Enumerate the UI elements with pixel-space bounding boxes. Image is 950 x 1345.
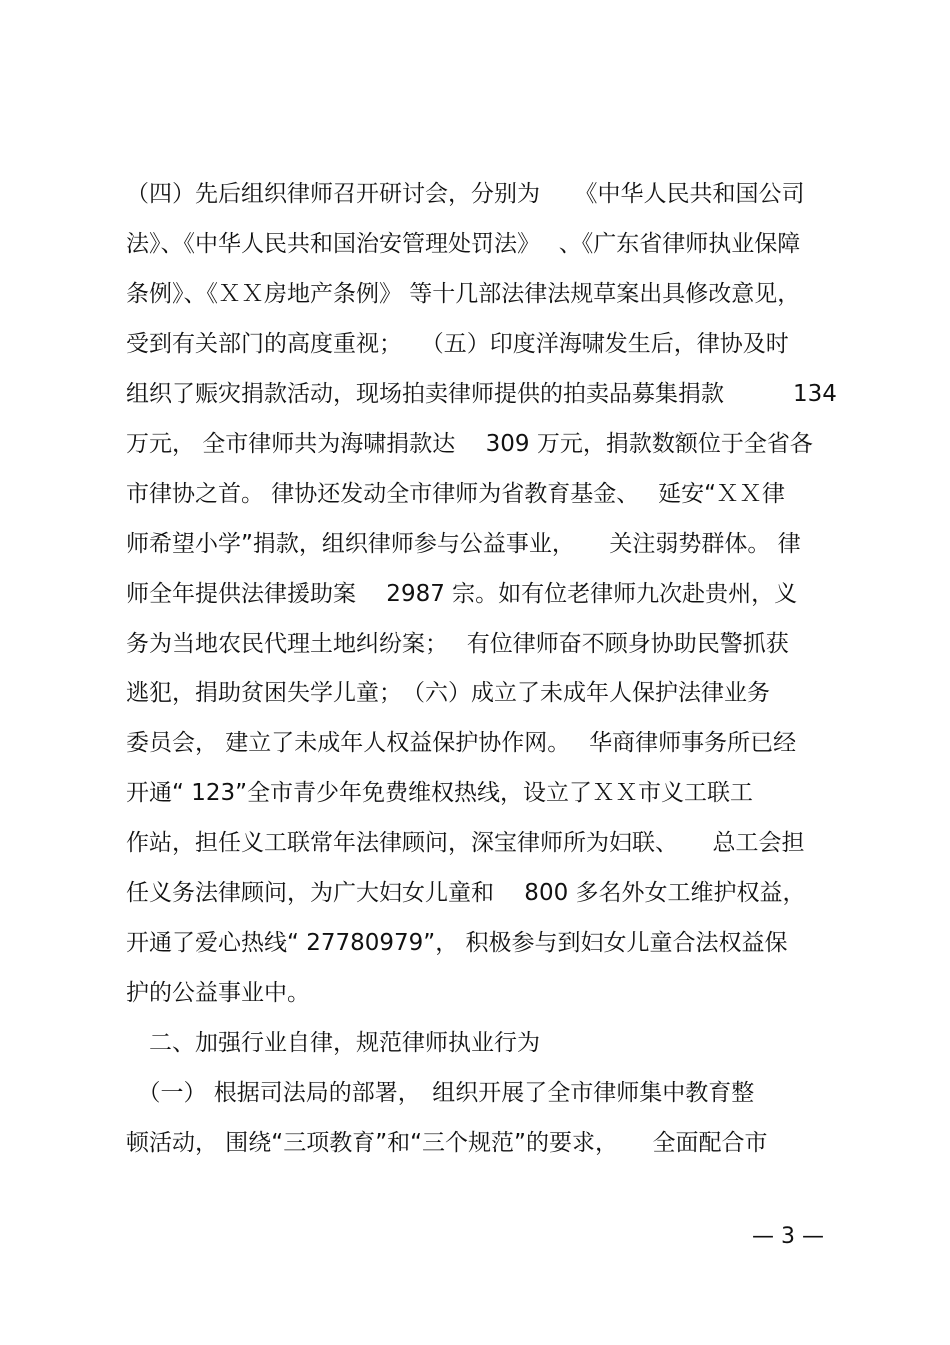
body-text-line: （四）先后组织律师召开研讨会，分别为 《中华人民共和国公司	[126, 181, 805, 207]
body-text-line: 受到有关部门的高度重视； （五）印度洋海啸发生后，律协及时	[126, 331, 789, 357]
body-text-line: 委员会， 建立了未成年人权益保护协作网。 华商律师事务所已经	[126, 730, 797, 756]
body-text-line: 师希望小学”捐款，组织律师参与公益事业， 关注弱势群体。 律	[126, 531, 801, 557]
page-number: — 3 —	[752, 1224, 824, 1249]
body-text-line: 市律协之首。 律协还发动全市律师为省教育基金、 延安“ＸＸ律	[126, 481, 786, 507]
body-text-line: 开通“ 123”全市青少年免费维权热线，设立了ＸＸ市义工联工	[126, 780, 754, 806]
body-text-line: 护的公益事业中。	[126, 980, 310, 1006]
body-text-line: 顿活动， 围绕“三项教育”和“三个规范”的要求， 全面配合市	[126, 1130, 768, 1156]
body-text-line: 务为当地农民代理土地纠纷案； 有位律师奋不顾身协助民警抓获	[126, 631, 789, 657]
section-heading: 二、加强行业自律，规范律师执业行为	[126, 1030, 540, 1056]
body-text-line: 任义务法律顾问，为广大妇女儿童和 800 多名外女工维护权益，	[126, 880, 806, 906]
body-text-line: 开通了爱心热线“ 27780979”， 积极参与到妇女儿童合法权益保	[126, 930, 788, 956]
body-text-line: 条例》、《ＸＸ房地产条例》 等十几部法律法规草案出具修改意见，	[126, 281, 801, 307]
body-text-line: 师全年提供法律援助案 2987 宗。如有位老律师九次赴贵州，义	[126, 581, 798, 607]
body-text-line: （一） 根据司法局的部署， 组织开展了全市律师集中教育整	[126, 1080, 755, 1106]
body-text-line: 作站，担任义工联常年法律顾问，深宝律师所为妇联、 总工会担	[126, 830, 805, 856]
body-text-line: 逃犯，捐助贫困失学儿童； （六）成立了未成年人保护法律业务	[126, 680, 770, 706]
body-text-line: 组织了赈灾捐款活动，现场拍卖律师提供的拍卖品募集捐款 134	[126, 381, 837, 407]
body-text-line: 万元， 全市律师共为海啸捐款达 309 万元，捐款数额位于全省各	[126, 431, 813, 457]
body-text-line: 法》、《中华人民共和国治安管理处罚法》 、《广东省律师执业保障	[126, 231, 801, 257]
